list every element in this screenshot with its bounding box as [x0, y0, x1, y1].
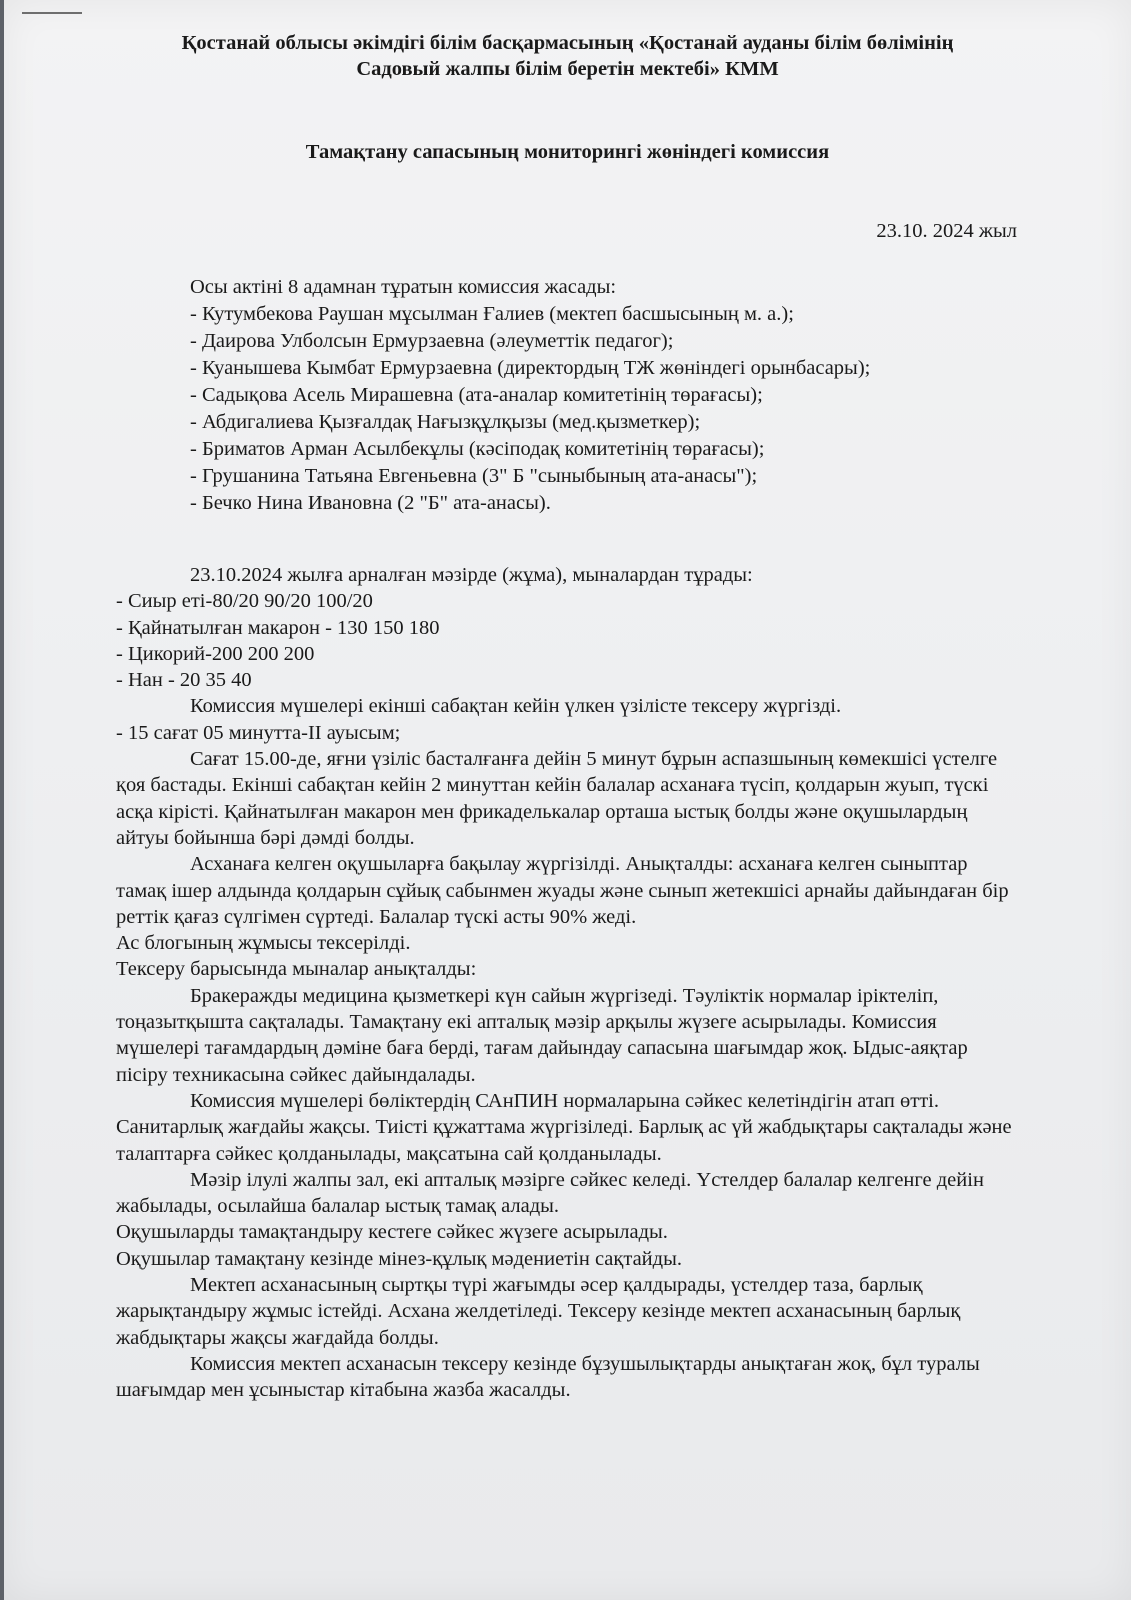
paragraph: Сағат 15.00-де, яғни үзіліс басталғанға дейін 5 минут бұрын аспазшының көмекшісі үстелге қоя бастады. Екінші сабақтан кейін 2 минуттан кейін балалар асханаға түсіп, қолдарын жуып, түскі асқа кірісті. Қайнатылған макарон мен фрикаделькалар орташа ыстық болды және оқушылардың айтуы бойынша бәрі дәмді болды.	[116, 748, 998, 849]
paragraph: Бракеражды медицина қызметкері күн сайын жүргізеді. Тәуліктік нормалар іріктеліп, тоңазытқышта сақталады. Тамақтану екі апталық мәзір арқылы жүзеге асырылады. Комиссия мүшелері тағамдардың дәміне баға берді, тағам дайындау сапасына шағымдар жоқ. Ыдыс-аяқтар пісіру техникасына сәйкес дайындалады.	[116, 984, 968, 1086]
menu-intro: 23.10.2024 жылға арналған мәзірде (жұма), мыналардан тұрады:	[190, 564, 753, 586]
document-header	[4, 30, 1131, 82]
members-list	[190, 274, 1090, 517]
member-item: - Кутумбекова Раушан мұсылман Ғалиев (мектеп басшысының м. а.);	[190, 303, 794, 325]
document-page	[4, 0, 1131, 1600]
paragraph: Оқушылар тамақтану кезінде мінез-құлық мәдениетін сақтайды.	[116, 1247, 682, 1270]
header-line-2: Садовый жалпы білім беретін мектебі» КММ	[356, 58, 779, 80]
paragraph: Мәзір ілулі жалпы зал, екі апталық мәзірге сәйкес келеді. Үстелдер балалар келгенге дейін жабылады, осылайша балалар ыстық тамақ алады.	[116, 1168, 984, 1218]
members-intro: Осы актіні 8 адамнан тұратын комиссия жасады:	[190, 276, 617, 298]
header-line-1: Қостанай облысы әкімдігі білім басқармасының «Қостанай ауданы білім бөлімінің	[181, 32, 954, 54]
menu-item: - Цикорий-200 200 200	[116, 642, 315, 665]
paragraph: Комиссия мүшелері бөліктердің САнПИН нормаларына сәйкес келетіндігін атап өтті. Санитарлық жағдайы жақсы. Тиісті құжаттама жүргізіледі. Барлық ас үй жабдықтары сақталады және талаптарға сәйкес қолданылады, мақсатына сай қолданылады.	[116, 1089, 1012, 1165]
commission-title: Тамақтану сапасының мониторингі жөніндегі комиссия	[305, 141, 830, 163]
paragraph: Ас блогының жұмысы тексерілді.	[116, 932, 411, 955]
member-item: - Даирова Улболсын Ермурзаевна (әлеуметтік педагог);	[190, 330, 674, 352]
paragraph: - 15 сағат 05 минутта-II ауысым;	[116, 721, 401, 744]
menu-item: - Қайнатылған макарон - 130 150 180	[116, 616, 440, 639]
document-body	[116, 562, 1021, 1404]
paragraph: Оқушыларды тамақтандыру кестеге сәйкес жүзеге асырылады.	[116, 1221, 668, 1244]
member-item: - Абдигалиева Қызғалдақ Нағызқұлқызы (мед.қызметкер);	[190, 411, 701, 433]
paragraph: Комиссия мектеп асханасын тексеру кезінде бұзушылықтарды анықтаған жоқ, бұл туралы шағымдар мен ұсыныстар кітабына жазба жасалды.	[116, 1352, 980, 1402]
paragraph: Комиссия мүшелері екінші сабақтан кейін үлкен үзілісте тексеру жүргізді.	[190, 695, 842, 718]
paragraph: Асханаға келген оқушыларға бақылау жүргізілді. Анықталды: асханаға келген сыныптар тамақ ішер алдында қолдарын сұйық сабынмен жуады және сынып жетекшісі арнайы дайындаған бір реттік қағаз сүлгімен сүртеді. Балалар түскі асты 90% жеді.	[116, 853, 1009, 928]
document-date: 23.10. 2024 жыл	[876, 220, 1017, 242]
member-item: - Грушанина Татьяна Евгеньевна (3" Б "сыныбының ата-анасы");	[190, 465, 758, 487]
member-item: - Бриматов Арман Асылбекұлы (кәсіподақ комитетінің төрағасы);	[190, 438, 765, 460]
member-item: - Садықова Асель Мирашевна (ата-аналар комитетінің төрағасы);	[190, 384, 763, 406]
page-corner-mark	[22, 0, 82, 14]
paragraph: Мектеп асханасының сыртқы түрі жағымды әсер қалдырады, үстелдер таза, барлық жарықтандыру жұмыс істейді. Асхана желдетіледі. Тексеру кезінде мектеп асханасының барлық жабдықтары жақсы жағдайда болды.	[116, 1274, 961, 1349]
menu-item: - Нан - 20 35 40	[116, 669, 252, 692]
paragraph: Тексеру барысында мыналар анықталды:	[116, 958, 477, 981]
menu-item: - Сиыр еті-80/20 90/20 100/20	[116, 590, 373, 613]
member-item: - Куанышева Кымбат Ермурзаевна (директордың ТЖ жөніндегі орынбасары);	[190, 357, 871, 379]
member-item: - Бечко Нина Ивановна (2 "Б" ата-анасы).	[190, 492, 551, 514]
